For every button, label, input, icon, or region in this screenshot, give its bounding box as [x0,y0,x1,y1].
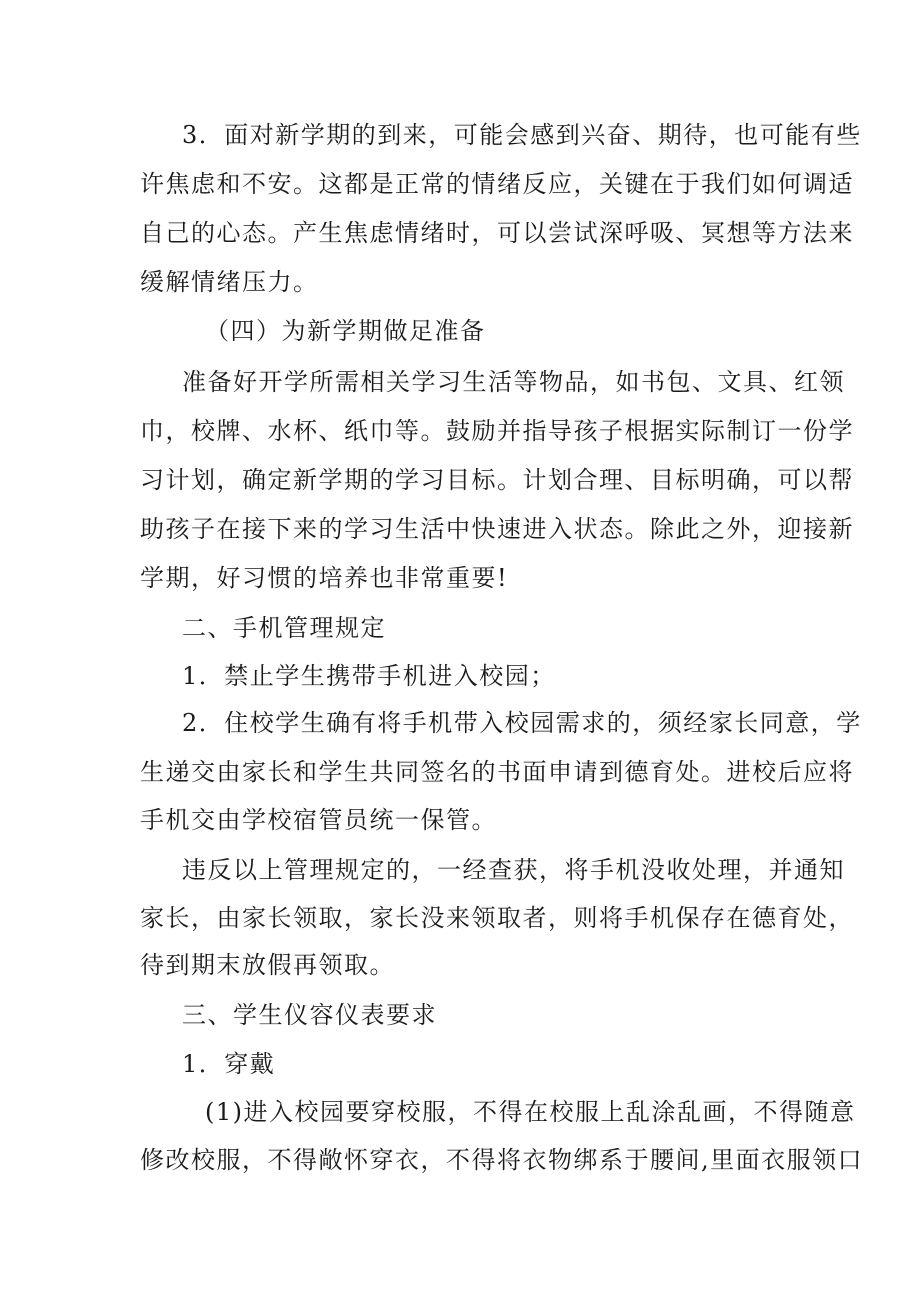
list-item: 1．禁止学生携带手机进入校园； [182,662,556,690]
paragraph-line: 许焦虑和不安。这都是正常的情绪反应，关键在于我们如何调适 [140,170,854,198]
paragraph-line: 生递交由家长和学生共同签名的书面申请到德育处。进校后应将 [140,758,854,786]
section-heading: （四）为新学期做足准备 [205,317,486,345]
paragraph-line: 自己的心态。产生焦虑情绪时，可以尝试深呼吸、冥想等方法来 [140,219,854,247]
section-heading: 二、手机管理规定 [182,614,386,642]
paragraph-line: 准备好开学所需相关学习生活等物品，如书包、文具、红领 [182,368,845,396]
section-heading: 三、学生仪容仪表要求 [182,1001,437,1029]
paragraph-line: 家长，由家长领取，家长没来领取者，则将手机保存在德育处， [140,904,854,932]
paragraph-line: 手机交由学校宿管员统一保管。 [140,806,497,834]
paragraph-line: 助孩子在接下来的学习生活中快速进入状态。除此之外，迎接新 [140,515,854,543]
paragraph-line: 习计划，确定新学期的学习目标。计划合理、目标明确，可以帮 [140,466,854,494]
paragraph-line: 待到期末放假再领取。 [140,951,395,979]
paragraph-line: 3．面对新学期的到来，可能会感到兴奋、期待，也可能有些 [182,121,862,149]
paragraph-line: (1)进入校园要穿校服，不得在校服上乱涂乱画，不得随意 [205,1098,856,1126]
list-item: 2．住校学生确有将手机带入校园需求的，须经家长同意，学 [182,709,862,737]
paragraph-line: 修改校服，不得敞怀穿衣，不得将衣物绑系于腰间,里面衣服领口 [140,1146,864,1174]
subsection-heading: 1．穿戴 [182,1050,276,1078]
paragraph-line: 巾，校牌、水杯、纸巾等。鼓励并指导孩子根据实际制订一份学 [140,417,854,445]
paragraph-line: 违反以上管理规定的，一经查获，将手机没收处理，并通知 [182,856,845,884]
paragraph-line: 缓解情绪压力。 [140,268,319,296]
paragraph-line: 学期，好习惯的培养也非常重要! [140,564,509,592]
